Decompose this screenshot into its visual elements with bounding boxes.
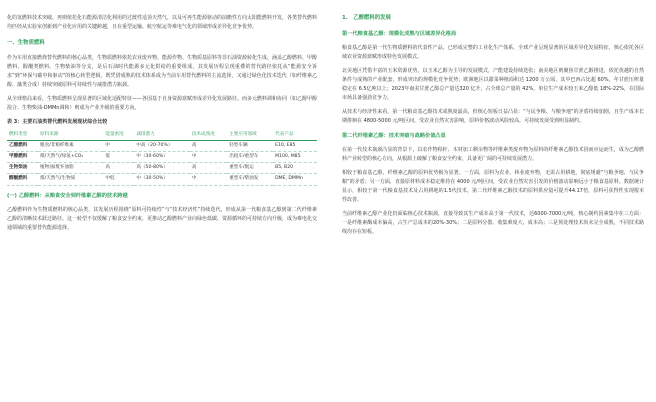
second-gen-paragraph-3: 当前纤维素乙醇产业化仍面临核心技术瓶颈，直接导致其生产成本高于第一代技术，达6000-7000元/吨。核心制约因素集中在三方面：一是纤维素酶成本偏高，占生产总成本的20%-30%；二是原料分散、收集难度大、成本高；三是预处理技术尚未完全成熟，不同技术路线均存在短板。: [342, 211, 644, 236]
second-gen-paragraph-2: 相较于粮食基乙醇，纤维素乙醇的原料优势极为显著。一方面，原料为农业、林业废弃物，无需占用耕地，彻底规避“与粮争地、与民争粮”的矛盾；另一方面，直接原材料成本稳定维持在 4000 元/吨区间，受农业自然灾害引发的价格波动影响远小于粮食基原料。数据统计显示，相较于第一代粮食基技术及占用耕地的1.5代技术，第二代纤维素乙醇技术的原料供应量可提升44.17倍，原料可获得性实现根本性改善。: [342, 170, 644, 204]
table-cell: 生物柴油: [7, 163, 38, 174]
table-cell: M100, M85: [273, 152, 317, 163]
table-header-row: [7, 130, 317, 141]
table-cell: B5, B20: [273, 163, 317, 174]
table-cell: 中: [190, 152, 227, 163]
table-cell: 出租车/重型车: [227, 152, 273, 163]
table-cell: E10, E85: [273, 140, 317, 151]
table-cell: 粮食/非粮纤维素: [38, 140, 103, 151]
subsection-heading-second-gen: 第二代纤维素乙醇：技术突破与战略价值凸显: [342, 133, 446, 140]
table-cell: 高: [190, 140, 227, 151]
subsection-heading-first-gen: 第一代粮食基乙醇：规模化成熟与区域差异化格局: [342, 30, 457, 37]
table-header-cell: 原料来源: [38, 130, 103, 141]
table-cell: 甲醇燃料: [7, 152, 38, 163]
biomass-paragraph-2: 从全球格局来看，生物质燃料呈现显著的区域化适配特征——各国基于自身资源禀赋形成差异化发展路径。而多元燃料调和协同（如乙醇甲醇混合、生物柴油-DMMn调和）则成为产业升级的重要方向。: [7, 95, 318, 111]
table-cell: 中: [190, 174, 227, 185]
table-cell: 煤/天然气/绿氢+CO₂: [38, 152, 103, 163]
table-row: [7, 140, 317, 151]
table-row: [7, 152, 317, 163]
table-cell: 乙醇燃料: [7, 140, 38, 151]
table-row: [7, 163, 317, 174]
second-gen-paragraph-1: 在第一代技术瓶颈凸显的背景下，以农作物秸秆、木材加工剩余物等纤维素类废弃物为原料的纤维素乙醇技术因而应运而生，成为乙醇燃料产业转型的核心方向，从根源上破解了粮食安全约束，具备更广阔的可持续发展潜力。: [342, 147, 644, 163]
table-caption: 表 3：主要石油类替代燃料发展现状综合比较: [7, 118, 108, 125]
fuel-comparison-table: [7, 130, 317, 186]
ethanol-paragraph: 乙醇燃料作为生物质燃料的核心品类，其发展历程围绕“原料可持续性”与“技术经济性”持续迭代，形成从第一代粮食基乙醇到第二代纤维素乙醇的清晰技术跃迁路径。这一转型不仅缓解了粮食安全约束，更推动乙醇燃料产业向绿色低碳、资源循环的可持续方向升级，成为难电化交通领域的重要替代能源选择。: [7, 207, 318, 232]
table-cell: 轻型车辆: [227, 140, 273, 151]
table-cell: 高: [190, 163, 227, 174]
right-column: [342, 14, 644, 402]
table-cell: 中低: [103, 174, 134, 185]
first-gen-paragraph-3: 从技术与经济性来看，第一代粮食基乙醇技术成熟度最高，但核心短板日益凸显：“与民争粮、与粮争地”的矛盾持续加剧，且生产成本长期徘徊在 4800-5000 元/吨区间，受农业自然灾害影响，原料价格波动风险较高，可持续发展受到明显制约。: [342, 109, 644, 125]
subsection-heading-ethanol: (一) 乙醇燃料：从粮食安全到纤维素乙醇的技术跨越: [7, 192, 128, 199]
intro-paragraph: 化的氢燃料技术突破。再则依托化石能源清洁化利用的过渡性适顶天然气，以及可再生能源驱动的前瞻性方向太阳能燃料开发，各类替代燃料均匹经从实验室创新到产业化应用的关键跨越，且在重型运输、航空航运等难电气化的领域形成差异化竞争优势。: [7, 15, 318, 30]
first-gen-paragraph-2: 北美地区凭借丰富的玉米资源优势，以玉米乙醇为主导的发展模式，产能建设持续迭张；南美地区则聚焦甘蔗乙醇推进，依托优越的自然条件与成熟的产业配套，形成突出的规模化竞争优势；欧洲地区以甜菜种植面积达 1200 万公顷，其中巴西占比超 60%，年甘蔗压榨量稳定在 6.5亿吨以上；2023年南美甘蔗乙醇总产量达320 亿升，占全球总产量的 42%，单位生产成本较玉米乙醇低 18%-22%，在国际市场具备强劲竞争力。: [342, 68, 644, 102]
section-heading-biomass: 一、生物质燃料: [7, 40, 45, 46]
table-cell: 中: [103, 140, 134, 151]
table-cell: 高（50-80%）: [134, 163, 190, 174]
table-cell: 中高（20-70%）: [134, 140, 190, 151]
table-header-cell: 减排潜力: [134, 130, 190, 141]
table-header-cell: 燃料类型: [7, 130, 38, 141]
table-cell: 煤/天然气/生物质: [38, 174, 103, 185]
table-cell: 醇醚燃料: [7, 174, 38, 185]
table-header-cell: 能量密度: [103, 130, 134, 141]
biomass-paragraph-1: 作为车用直接燃烧替代燃料的核心品类，生物质燃料依托农业废弃物、能源作物、生物质基原料等非石油资源转化生成，涵盖乙醇燃料、甲醇燃料、醇醚类燃料、生物柴油等分支，是后石油时代能源多元化供给的重要组成。其发展历程呈现重叠的替代路径依托从“能源安全诉求”到“环保与碳中和驱动”的核心转型逻辑，既凭借成熟的技术体系成为当前车用替代燃料的主流选择，又通过绿色化技术迭代（如纤维素乙醇、藻类合成）持续突破原料可持续性与减排潜力瓶颈。: [7, 54, 318, 88]
section-heading-ethanol-development: 1. 乙醇燃料的发展: [342, 15, 391, 21]
table-header-cell: 代表产品: [273, 130, 317, 141]
table-header-cell: 技术成熟度: [190, 130, 227, 141]
table-cell: DME, DMMn: [273, 174, 317, 185]
table-cell: 高: [103, 163, 134, 174]
table-cell: 中（30-60%）: [134, 152, 190, 163]
table-cell: 中（30-50%）: [134, 174, 190, 185]
table-cell: 低: [103, 152, 134, 163]
table-cell: 植物油/废弃油脂: [38, 163, 103, 174]
table-header-cell: 主要应用领域: [227, 130, 273, 141]
table-row: [7, 174, 317, 185]
left-column: [7, 14, 317, 402]
first-gen-paragraph-1: 粮食基乙醇是第一代生物质燃料的代表性产品，已形成完整的工业化生产体系，全球产业呈现显著的区域差异化发展特征，核心依托各区域农业资源禀赋形成特色发展模式。: [342, 45, 644, 61]
table-cell: 重型车/柴油发: [227, 174, 273, 185]
table-cell: 重型车/航运: [227, 163, 273, 174]
